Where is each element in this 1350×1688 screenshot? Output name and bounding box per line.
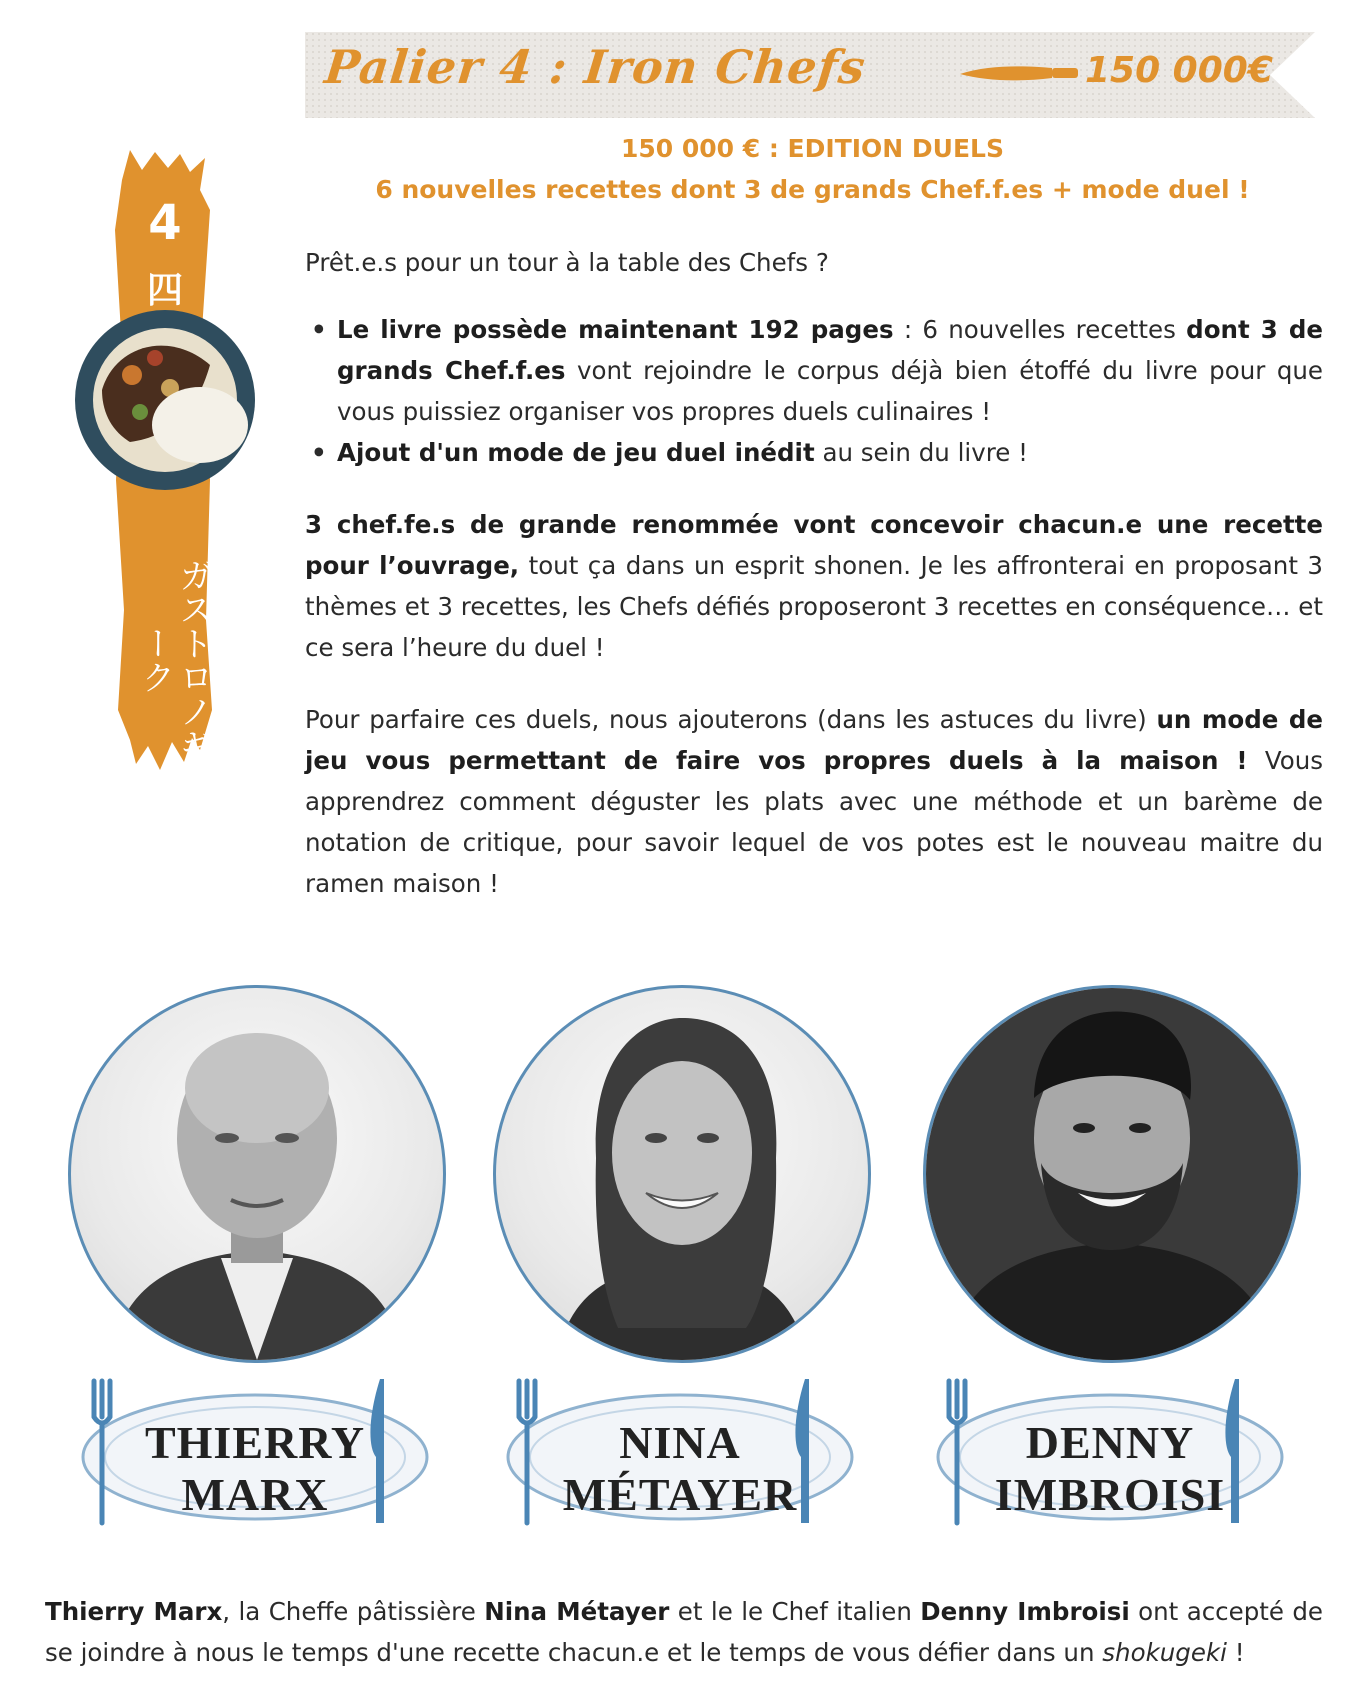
banner-title: Palier 4 : Iron Chefs <box>322 40 869 94</box>
duel-mode-paragraph <box>305 699 1323 904</box>
outro-paragraph <box>45 1591 1323 1673</box>
bullet-2-bold: Ajout d'un mode de jeu duel inédit <box>337 438 815 467</box>
tier-katakana: ガストロノギーク <box>135 558 213 762</box>
chef-card-nina-metayer <box>475 985 885 1545</box>
outro-text-3: ont accepté de se joindre à nous le temps d'une recette chacun.e et le temps de vous défier dans un <box>45 1597 1323 1667</box>
chefs-paragraph-text: tout ça dans un esprit shonen. Je les affronterai en proposant 3 thèmes et 3 recettes, les Chefs défiés proposeront 3 recettes en conséquence… et ce sera l’heure du duel ! <box>305 551 1323 662</box>
outro-name-1: Thierry Marx <box>45 1597 223 1626</box>
bullet-1-text-2: vont rejoindre le corpus déjà bien étoffé du livre pour que vous puissiez organiser vos propres duels culinaires ! <box>337 356 1323 426</box>
duel-mode-text-2: Vous apprendrez comment déguster les plats avec une méthode et un barème de notation de critique, pour savoir lequel de vos potes est le nouveau maitre du ramen maison ! <box>305 746 1323 898</box>
outro-text-2: et le le Chef italien <box>669 1597 921 1626</box>
chef-card-denny-imbroisi <box>905 985 1315 1545</box>
tier-banner <box>305 32 1315 118</box>
outro-text-4: ! <box>1226 1638 1245 1667</box>
bullet-2-text: au sein du livre ! <box>814 438 1028 467</box>
chef-portrait <box>68 985 446 1363</box>
knife-icon <box>960 58 1080 88</box>
duel-mode-bold: un mode de jeu vous permettant de faire vos propres duels à la maison ! <box>305 705 1323 775</box>
chef-name-line-2: MÉTAYER <box>562 1469 798 1520</box>
chefs-paragraph <box>305 504 1323 668</box>
chef-card-thierry-marx <box>50 985 460 1545</box>
duel-mode-text-1: Pour parfaire ces duels, nous ajouterons (dans les astuces du livre) <box>305 705 1157 734</box>
chef-name-line-2: IMBROISI <box>994 1469 1226 1520</box>
chef-portrait <box>923 985 1301 1363</box>
chefs-paragraph-bold: 3 chef.fe.s de grande renommée vont concevoir chacun.e une recette pour l’ouvrage, <box>305 510 1323 580</box>
outro-text-1: , la Cheffe pâtissière <box>222 1597 485 1626</box>
list-item <box>305 432 1323 473</box>
bullet-1-text-1: : 6 nouvelles recettes <box>893 315 1187 344</box>
feature-list <box>305 309 1323 473</box>
tier-number: 4 <box>148 195 182 251</box>
bullet-1-bold-1: Le livre possède maintenant 192 pages <box>337 315 894 344</box>
bullet-1-bold-2: dont 3 de grands Chef.f.es <box>337 315 1323 385</box>
edition-heading: 150 000 € : EDITION DUELS <box>620 134 1004 163</box>
tier-badge <box>60 150 270 790</box>
outro-name-2: Nina Métayer <box>484 1597 670 1626</box>
banner-amount: 150 000€ <box>1085 50 1273 91</box>
outro-emphasis: shokugeki <box>1102 1638 1227 1667</box>
tier-kanji: 四 <box>146 270 183 311</box>
edition-subheading: 6 nouvelles recettes dont 3 de grands Chef.f.es + mode duel ! <box>375 175 1250 204</box>
chef-name-line-1: DENNY <box>1025 1417 1195 1468</box>
list-item <box>305 309 1323 432</box>
outro-name-3: Denny Imbroisi <box>920 1597 1130 1626</box>
chef-name-line-1: NINA <box>619 1417 741 1468</box>
intro-text: Prêt.e.s pour un tour à la table des Chefs ? <box>305 248 829 277</box>
chef-name-line-1: THIERRY <box>144 1417 366 1468</box>
chef-name-line-2: MARX <box>181 1469 329 1520</box>
chef-portrait <box>493 985 871 1363</box>
